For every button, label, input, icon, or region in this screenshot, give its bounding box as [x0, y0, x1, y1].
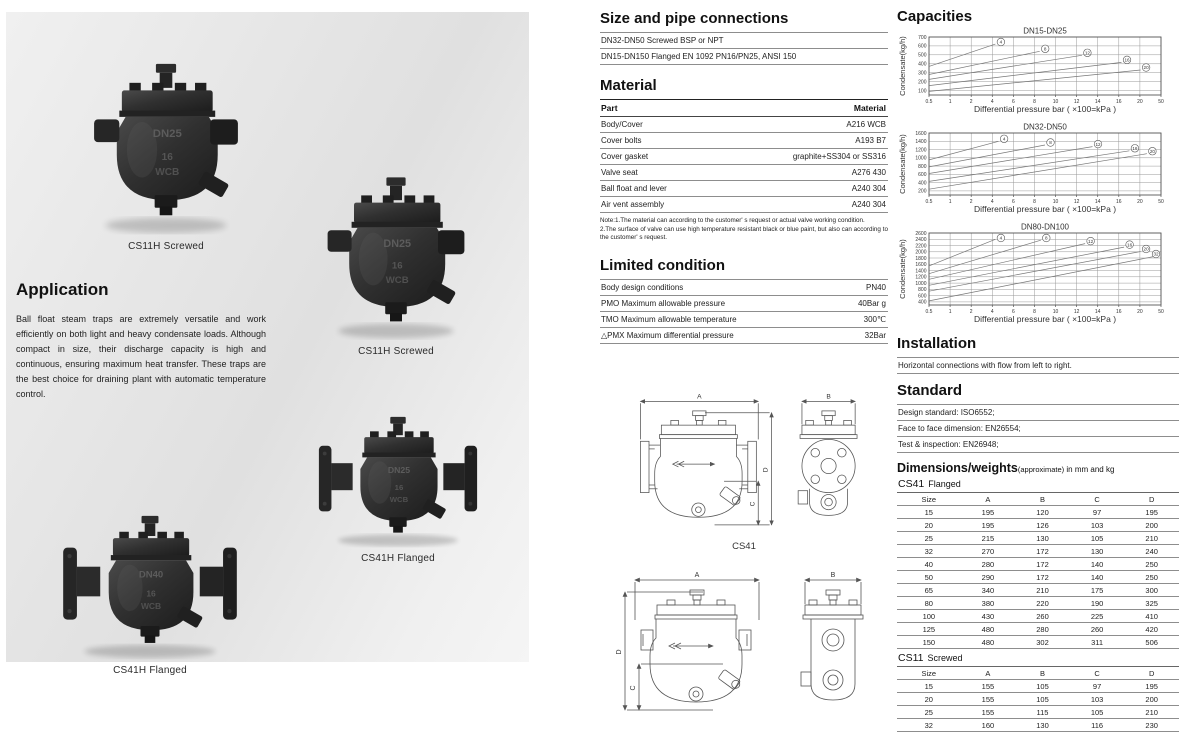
svg-text:14: 14 [1094, 199, 1101, 205]
svg-text:12: 12 [1088, 238, 1094, 244]
svg-text:DN15-DN25: DN15-DN25 [1023, 26, 1067, 36]
svg-text:10: 10 [1052, 99, 1059, 105]
svg-text:16: 16 [1116, 99, 1122, 105]
standard-list [897, 404, 1179, 453]
material-row: Cover gasket graphite+SS304 or SS316 [600, 148, 888, 164]
svg-text:12: 12 [1084, 50, 1090, 56]
capacity-chart-dn80-dn100 [897, 222, 1179, 331]
svg-text:8: 8 [1033, 199, 1036, 205]
svg-text:20: 20 [1149, 148, 1155, 154]
dims-col-header: Size [897, 667, 961, 680]
svg-text:1: 1 [948, 309, 952, 315]
svg-text:14: 14 [1094, 99, 1101, 105]
svg-text:16: 16 [1132, 146, 1138, 151]
svg-text:50: 50 [1158, 309, 1164, 315]
svg-text:1400: 1400 [915, 268, 927, 275]
svg-text:4: 4 [1002, 136, 1006, 142]
svg-text:16: 16 [1127, 242, 1133, 248]
material-row: Body/Cover A216 WCB [600, 116, 888, 132]
svg-text:D: D [616, 648, 623, 655]
svg-text:8: 8 [1033, 99, 1036, 105]
svg-text:WCB: WCB [385, 275, 409, 286]
svg-text:20: 20 [1143, 65, 1149, 71]
dimension-tables [897, 478, 1179, 732]
dims-col-header: A [961, 667, 1016, 680]
svg-text:1800: 1800 [915, 255, 927, 262]
svg-text:2200: 2200 [915, 243, 927, 250]
svg-text:200: 200 [918, 79, 927, 86]
svg-text:16: 16 [394, 483, 404, 493]
product-photo-cs11h-1 [84, 46, 248, 252]
svg-text:2600: 2600 [915, 230, 927, 237]
svg-text:8: 8 [1043, 46, 1047, 52]
table-row: 20 195 126 103 200 [897, 519, 1179, 532]
svg-text:2: 2 [969, 199, 973, 205]
dims-col-header: D [1124, 667, 1179, 680]
svg-text:8: 8 [1033, 309, 1036, 315]
svg-text:2400: 2400 [915, 237, 927, 244]
svg-text:4: 4 [990, 199, 994, 205]
svg-text:10: 10 [1052, 199, 1059, 205]
size-connections-list [600, 32, 888, 65]
dims-table-cs41 [897, 492, 1179, 649]
product-photo-panel [6, 12, 529, 676]
svg-text:Condensate(kg/h): Condensate(kg/h) [898, 36, 907, 96]
svg-text:Differential pressure bar ( ×1: Differential pressure bar ( ×100=kPa ) [973, 104, 1117, 114]
dimensions-heading-paren: (approximate) [1017, 465, 1065, 474]
installation-row: Horizontal connections with flow from left to right. [897, 357, 1179, 373]
valve-photo-screwed [318, 170, 474, 343]
dims-col-header: D [1124, 493, 1179, 506]
svg-text:1000: 1000 [915, 280, 927, 287]
material-table-header: Part Material [600, 99, 888, 116]
photo-caption: CS11H Screwed [128, 241, 204, 252]
svg-text:1600: 1600 [915, 130, 927, 137]
material-row: Air vent assembly A240 304 [600, 196, 888, 212]
capacity-chart-dn15-dn25 [897, 26, 1179, 121]
svg-text:100: 100 [918, 88, 927, 95]
material-row: Ball float and lever A240 304 [600, 180, 888, 196]
svg-text:DN25: DN25 [152, 128, 182, 141]
svg-text:2000: 2000 [915, 249, 927, 256]
table-row: 50 290 172 140 250 [897, 571, 1179, 584]
svg-text:12: 12 [1073, 99, 1080, 105]
limited-condition-row: PMO Maximum allowable pressure 40Bar g [600, 295, 888, 311]
svg-text:16: 16 [146, 588, 156, 599]
svg-text:200: 200 [918, 188, 927, 195]
svg-text:20: 20 [1137, 99, 1143, 105]
svg-text:1: 1 [948, 199, 952, 205]
table-row: 40 280 172 140 250 [897, 558, 1179, 571]
svg-text:32: 32 [1153, 251, 1159, 257]
svg-text:600: 600 [918, 172, 927, 179]
installation-title: Installation [897, 335, 977, 352]
table-row: 25 215 130 105 210 [897, 532, 1179, 545]
dims-col-header: A [961, 493, 1016, 506]
table-row: 150 480 302 311 506 [897, 636, 1179, 649]
material-row: Cover bolts A193 B7 [600, 132, 888, 148]
table-row: 32 270 172 130 240 [897, 545, 1179, 558]
svg-text:0.5: 0.5 [925, 99, 933, 105]
svg-text:10: 10 [1052, 309, 1059, 315]
svg-text:C: C [749, 501, 757, 506]
svg-text:1200: 1200 [915, 147, 927, 154]
svg-text:DN25: DN25 [383, 238, 412, 250]
product-photo-cs41h-2 [60, 470, 240, 676]
table-row: 15 195 120 97 195 [897, 506, 1179, 519]
table-row: 20 155 105 103 200 [897, 693, 1179, 706]
capacity-charts [897, 26, 1179, 331]
svg-text:A: A [697, 393, 702, 401]
svg-text:50: 50 [1158, 199, 1164, 205]
svg-text:8: 8 [1049, 140, 1052, 146]
technical-drawing-cs11 [613, 568, 875, 733]
svg-text:16: 16 [391, 260, 403, 272]
specs-column [600, 10, 888, 733]
material-note-line: Note:1.The material can according to the customer' s request or actual valve working condition. [600, 217, 865, 224]
application-text: Ball float steam traps are extremely versatile and work efficiently on both light and heavy condensate loads. Although compact in size, their discharge capacity is high and continuous, ensuring maximum heat transfer. These traps are the best choice for draining plant with automatic temperature control. [16, 314, 266, 399]
limited-section-title: Limited condition [600, 256, 725, 274]
dims-col-header: B [1015, 667, 1070, 680]
svg-text:20: 20 [1143, 246, 1149, 252]
capacity-chart-dn32-dn50 [897, 122, 1179, 221]
svg-text:6: 6 [1012, 309, 1015, 315]
standard-title: Standard [897, 382, 963, 399]
limited-condition-row: TMO Maximum allowable temperature 300℃ [600, 311, 888, 327]
dimensions-heading-rest: in mm and kg [1066, 465, 1115, 474]
svg-text:16: 16 [1116, 199, 1122, 205]
table-row: 100 430 260 225 410 [897, 610, 1179, 623]
svg-text:0.5: 0.5 [925, 309, 933, 315]
product-photo-cs11h-2 [318, 170, 474, 357]
svg-text:600: 600 [918, 43, 927, 50]
svg-text:4: 4 [999, 235, 1003, 241]
svg-text:Differential pressure bar ( ×1: Differential pressure bar ( ×100=kPa ) [973, 204, 1117, 214]
dims-col-header: C [1070, 667, 1125, 680]
dims-col-header: C [1070, 493, 1125, 506]
svg-text:6: 6 [1012, 199, 1015, 205]
svg-text:WCB: WCB [140, 601, 162, 612]
standard-row: Design standard: ISO6552; [897, 404, 1179, 420]
table-row: 80 380 220 190 325 [897, 597, 1179, 610]
svg-text:20: 20 [1137, 199, 1143, 205]
standard-row: Test & inspection: EN26948; [897, 436, 1179, 452]
material-table [600, 99, 888, 213]
svg-text:600: 600 [918, 293, 927, 300]
svg-text:0.5: 0.5 [925, 199, 933, 205]
svg-text:Condensate(kg/h): Condensate(kg/h) [898, 239, 907, 299]
valve-photo-screwed [84, 46, 248, 238]
material-section-title: Material [600, 77, 657, 94]
svg-text:4: 4 [990, 99, 994, 105]
svg-text:12: 12 [1095, 141, 1101, 147]
svg-text:4: 4 [999, 39, 1003, 45]
product-photo-cs41h-1 [316, 392, 480, 564]
svg-text:C: C [630, 684, 637, 691]
svg-text:B: B [830, 571, 836, 579]
svg-text:DN32-DN50: DN32-DN50 [1023, 122, 1067, 132]
svg-text:2: 2 [969, 99, 973, 105]
svg-text:12: 12 [1073, 199, 1080, 205]
svg-text:20: 20 [1137, 309, 1143, 315]
dimensions-heading [897, 461, 1179, 475]
size-section-title: Size and pipe connections [600, 10, 789, 27]
table-row: 25 155 115 105 210 [897, 706, 1179, 719]
svg-text:400: 400 [918, 299, 927, 306]
dims-table-title-cs11: CS11 Screwed [898, 652, 963, 664]
svg-text:1000: 1000 [915, 155, 927, 162]
size-connection-row: DN15-DN150 Flanged EN 1092 PN16/PN25, ANSI 150 [600, 48, 888, 64]
technical-drawing-cs41 [613, 390, 875, 547]
svg-text:A: A [694, 571, 700, 579]
capacities-column [897, 8, 1179, 732]
svg-text:6: 6 [1012, 99, 1015, 105]
limited-condition-row: △PMX Maximum differential pressure 32Bar [600, 327, 888, 343]
svg-text:16: 16 [1124, 57, 1130, 63]
limited-condition-row: Body design conditions PN40 [600, 279, 888, 295]
svg-text:50: 50 [1158, 99, 1164, 105]
application-title: Application [16, 280, 109, 299]
table-row: 125 480 280 260 420 [897, 623, 1179, 636]
svg-text:16: 16 [161, 151, 173, 163]
svg-text:D: D [762, 466, 770, 472]
material-notes [600, 217, 888, 243]
svg-text:Condensate(kg/h): Condensate(kg/h) [898, 134, 907, 194]
svg-text:800: 800 [918, 287, 927, 294]
svg-text:12: 12 [1073, 309, 1080, 315]
valve-photo-flanged [60, 470, 240, 662]
photo-caption: CS41H Flanged [113, 665, 187, 676]
photo-caption: CS11H Screwed [358, 346, 434, 357]
drawing-label: CS41 [732, 540, 756, 552]
svg-text:500: 500 [918, 52, 927, 59]
dimensions-heading-bold: Dimensions/weights [897, 461, 1018, 475]
svg-text:8: 8 [1045, 235, 1048, 241]
svg-text:300: 300 [918, 70, 927, 77]
photo-caption: CS41H Flanged [361, 553, 435, 564]
svg-text:WCB: WCB [389, 494, 409, 504]
svg-text:1400: 1400 [915, 139, 927, 146]
dims-table-cs11 [897, 666, 1179, 732]
svg-text:400: 400 [918, 180, 927, 187]
table-row: 32 160 130 116 230 [897, 719, 1179, 732]
svg-text:2: 2 [969, 309, 973, 315]
svg-text:Differential pressure bar ( ×1: Differential pressure bar ( ×100=kPa ) [973, 314, 1117, 324]
svg-text:1600: 1600 [915, 262, 927, 269]
standard-row: Face to face dimension: EN26554; [897, 420, 1179, 436]
svg-text:14: 14 [1094, 309, 1101, 315]
installation-list [897, 357, 1179, 374]
material-row: Valve seat A276 430 [600, 164, 888, 180]
table-row: 15 155 105 97 195 [897, 680, 1179, 693]
capacities-title: Capacities [897, 8, 973, 25]
svg-text:800: 800 [918, 163, 927, 170]
size-connection-row: DN32-DN50 Screwed BSP or NPT [600, 32, 888, 48]
svg-text:4: 4 [990, 309, 994, 315]
valve-photo-flanged [316, 392, 480, 550]
material-note-line: 2.The surface of valve can use high temperature resistant black or blue paint, but also can according to the customer' s request. [600, 225, 888, 241]
dims-col-header: Size [897, 493, 961, 506]
svg-text:DN40: DN40 [138, 569, 164, 581]
svg-text:DN25: DN25 [387, 464, 411, 475]
svg-text:B: B [826, 393, 831, 401]
svg-text:DN80-DN100: DN80-DN100 [1020, 222, 1070, 232]
svg-text:400: 400 [918, 61, 927, 68]
svg-text:16: 16 [1116, 309, 1122, 315]
table-row: 65 340 210 175 300 [897, 584, 1179, 597]
svg-text:1200: 1200 [915, 274, 927, 281]
svg-text:WCB: WCB [155, 166, 180, 178]
dims-table-title-cs41: CS41 Flanged [898, 478, 961, 490]
application-section [16, 280, 266, 402]
dims-col-header: B [1015, 493, 1070, 506]
svg-text:700: 700 [918, 34, 927, 41]
svg-text:1: 1 [948, 99, 952, 105]
limited-condition-list [600, 279, 888, 344]
